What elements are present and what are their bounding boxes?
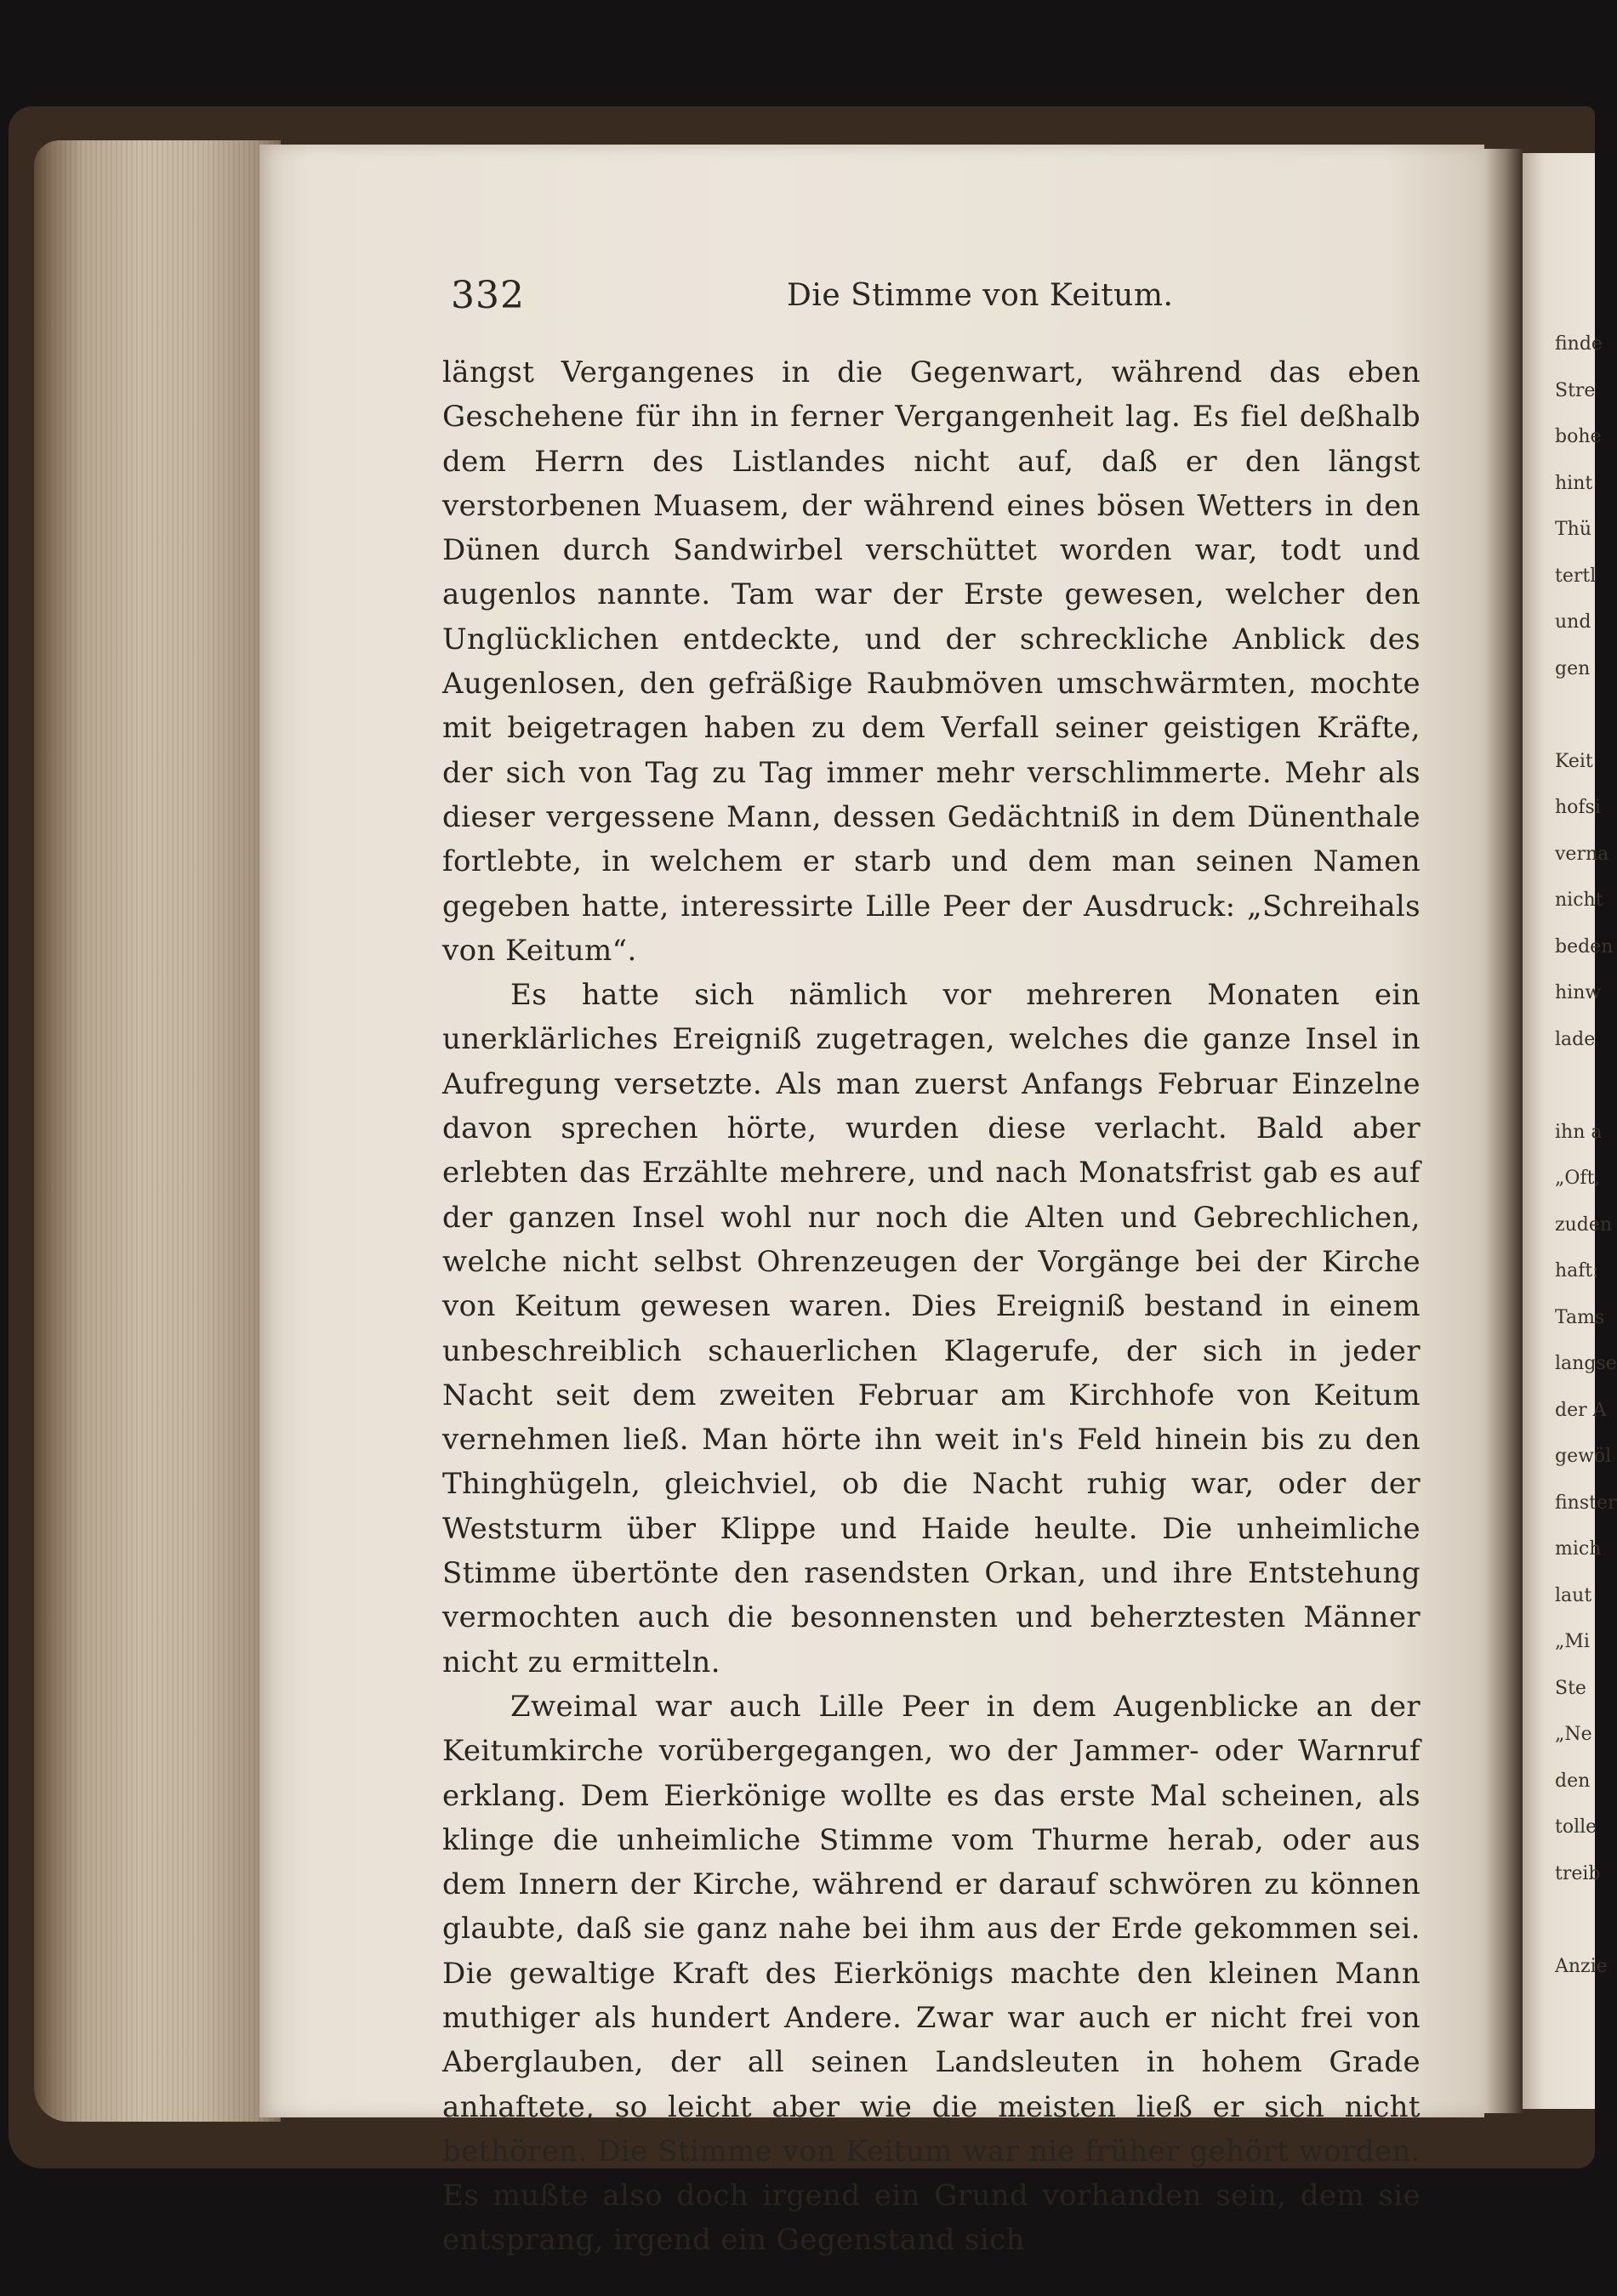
facing-page-line: laut: [1555, 1584, 1592, 1606]
facing-page-line: tolle: [1555, 1816, 1597, 1838]
facing-page-line: der A: [1555, 1399, 1607, 1421]
facing-page-line: [1555, 1063, 1595, 1110]
facing-page-line: Ste: [1555, 1677, 1586, 1699]
facing-page-line: beden: [1555, 935, 1614, 958]
paragraph: Es hatte sich nämlich vor mehreren Monaten ein unerklärliches Ereigniß zugetragen, welches die ganze Insel in Aufregung versetzte. Als man zuerst Anfangs Februar Einzelne davon sprechen hörte, wurden diese verlacht. Bald aber erlebten das Erzählte mehrere, und nach Monatsfrist gab es auf der ganzen Insel wohl nur noch die Alten und Gebrechlichen, welche nicht selbst Ohrenzeugen der Vorgänge bei der Kirche von Keitum gewesen waren. Dies Ereigniß bestand in einem unbeschreiblich schauerlichen Klagerufe, der sich in jeder Nacht seit dem zweiten Februar am Kirchhofe von Keitum vernehmen ließ. Man hörte ihn weit in's Feld hinein bis zu den Thinghügeln, gleichviel, ob die Nacht ruhig war, oder der Weststurm über Klippe und Haide heulte. Die unheimliche Stimme übertönte den rasendsten Orkan, und ihre Entstehung vermochten auch die besonnensten und beherztesten Männer nicht zu ermitteln.: [442, 978, 1421, 1679]
facing-page-line: bohe: [1555, 426, 1602, 447]
facing-page-line: [1555, 1897, 1595, 1944]
facing-page-line: „Mi: [1555, 1631, 1590, 1652]
facing-page-line: „Ne: [1555, 1724, 1592, 1745]
body-text: [442, 350, 1421, 2263]
facing-page-line: Thü: [1555, 519, 1592, 540]
page-block-edge: [34, 140, 281, 2122]
page-header: [447, 270, 1416, 321]
facing-page-line: hint: [1555, 472, 1593, 494]
book-gutter: [1484, 149, 1523, 2113]
facing-page-line: gen: [1555, 657, 1591, 679]
facing-page-line: lade: [1555, 1028, 1596, 1050]
facing-page-line: [1555, 692, 1595, 739]
facing-page-line: hinw: [1555, 982, 1602, 1003]
paragraph: Zweimal war auch Lille Peer in dem Augenblicke an der Keitumkirche vorübergegangen, wo der Jammer- oder Warnruf erklang. Dem Eierkönige wollte es das erste Mal scheinen, als klinge die unheimliche Stimme vom Thurme herab, oder aus dem Innern der Kirche, während er darauf schwören zu können glaubte, daß sie ganz nahe bei ihm aus der Erde gekommen sei. Die gewaltige Kraft des Eierkönigs machte den kleinen Mann muthiger als hundert Andere. Zwar war auch er nicht frei von Aberglauben, der all seinen Landsleuten in hohem Grade anhaftete, so leicht aber wie die meisten ließ er sich nicht bethören. Die Stimme von Keitum war nie früher gehört worden. Es mußte also doch irgend ein Grund vorhanden sein, dem sie entsprang, irgend ein Gegenstand sich: [442, 1689, 1421, 2258]
facing-page-line: „Oft,: [1555, 1168, 1601, 1189]
facing-page-line: Stre: [1555, 379, 1596, 401]
facing-page-line: finster: [1555, 1492, 1617, 1514]
facing-page-line: Tams: [1555, 1306, 1605, 1328]
facing-page-line: mich: [1555, 1538, 1602, 1560]
facing-page-line: ihn a: [1555, 1121, 1603, 1143]
facing-page-line: verna: [1555, 843, 1609, 865]
page-number: 332: [451, 274, 525, 317]
facing-page-line: den: [1555, 1770, 1591, 1792]
facing-page-line: gewöl: [1555, 1446, 1612, 1467]
facing-page-line: haft:: [1555, 1260, 1599, 1282]
facing-page-line: langse: [1555, 1353, 1617, 1374]
facing-page-line: zuden: [1555, 1213, 1613, 1236]
facing-page-line: hofsi: [1555, 797, 1601, 818]
facing-page-line: nicht: [1555, 889, 1603, 911]
facing-page-line: treib: [1555, 1862, 1601, 1884]
facing-page-line: Keit: [1555, 750, 1593, 772]
facing-page-text: [1555, 321, 1617, 1990]
paragraph: längst Vergangenes in die Gegenwart, während das eben Geschehene für ihn in ferner Vergangenheit lag. Es fiel deßhalb dem Herrn des Listlandes nicht auf, daß er den längst verstorbenen Muasem, der während eines bösen Wetters in den Dünen durch Sandwirbel verschüttet worden war, todt und augenlos nannte. Tam war der Erste gewesen, welcher den Unglücklichen entdeckte, und der schreckliche Anblick des Augenlosen, den gefräßige Raubmöven umschwärmten, mochte mit beigetragen haben zu dem Verfall seiner geistigen Kräfte, der sich von Tag zu Tag immer mehr verschlimmerte. Mehr als dieser vergessene Mann, dessen Gedächtniß in dem Dünenthale fortlebte, in welchem er starb und dem man seinen Namen gegeben hatte, interessirte Lille Peer der Ausdruck: „Schreihals von Keitum“.: [442, 355, 1421, 968]
facing-page-line: tertl: [1555, 565, 1597, 587]
facing-page-line: finde: [1555, 333, 1603, 355]
running-title: Die Stimme von Keitum.: [787, 278, 1174, 313]
facing-page-line: Anzie: [1555, 1955, 1608, 1977]
facing-page-line: und: [1555, 611, 1591, 633]
